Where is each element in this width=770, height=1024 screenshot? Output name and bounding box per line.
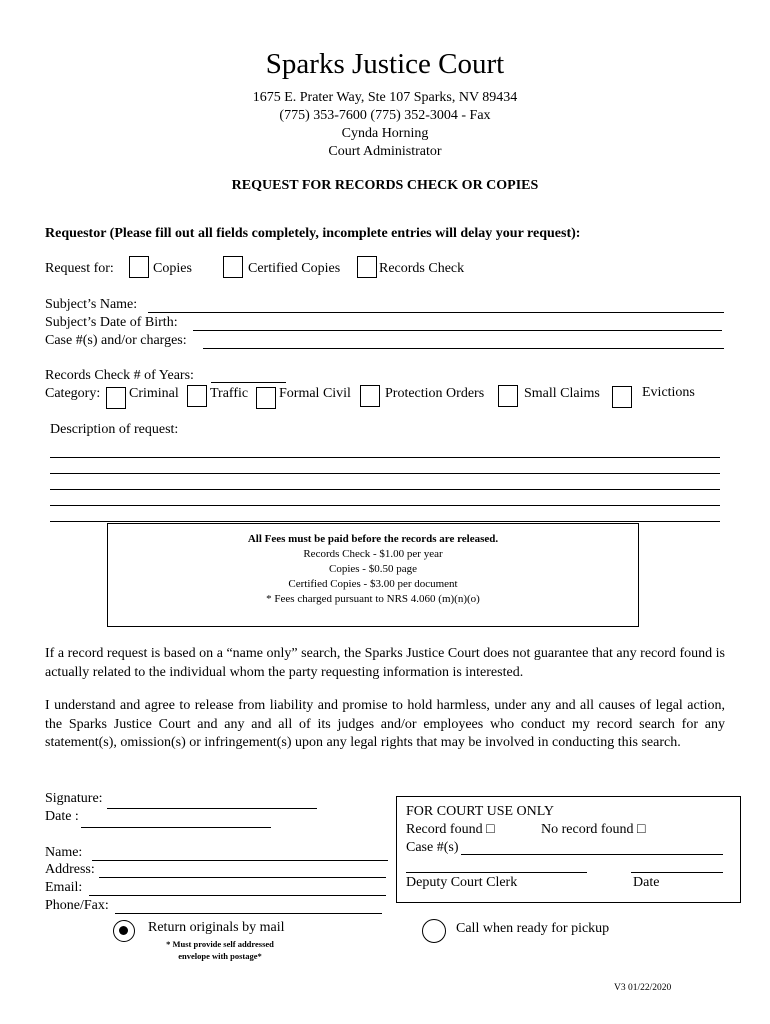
radio-selected-dot bbox=[119, 926, 128, 935]
phone-fax-field[interactable] bbox=[115, 913, 382, 914]
email-label: Email: bbox=[45, 880, 83, 895]
fees-box bbox=[107, 523, 639, 627]
fee-line-statute: * Fees charged pursuant to NRS 4.060 (m)(n)(o) bbox=[266, 593, 480, 605]
criminal-checkbox[interactable] bbox=[106, 387, 126, 409]
subject-dob-field[interactable] bbox=[193, 330, 722, 331]
case-charges-label: Case #(s) and/or charges: bbox=[45, 333, 187, 348]
small-claims-label: Small Claims bbox=[524, 386, 600, 401]
records-check-label: Records Check bbox=[379, 261, 465, 276]
records-years-field[interactable] bbox=[211, 382, 286, 383]
description-line[interactable] bbox=[50, 505, 720, 506]
fee-line-records-check: Records Check - $1.00 per year bbox=[303, 548, 443, 560]
admin-name: Cynda Horning bbox=[341, 126, 429, 141]
protection-orders-checkbox[interactable] bbox=[360, 385, 380, 407]
mail-note-line-1: * Must provide self addressed bbox=[166, 939, 274, 949]
description-line[interactable] bbox=[50, 521, 720, 522]
court-use-box bbox=[396, 796, 741, 903]
case-charges-field[interactable] bbox=[203, 348, 724, 349]
description-line[interactable] bbox=[50, 489, 720, 490]
mail-note-line-2: envelope with postage* bbox=[178, 951, 262, 961]
fee-line-copies: Copies - $0.50 page bbox=[329, 563, 417, 575]
evictions-label: Evictions bbox=[642, 385, 695, 400]
evictions-checkbox[interactable] bbox=[612, 386, 632, 408]
court-use-title: FOR COURT USE ONLY bbox=[406, 804, 555, 819]
criminal-label: Criminal bbox=[129, 386, 179, 401]
protection-orders-label: Protection Orders bbox=[385, 386, 485, 401]
traffic-checkbox[interactable] bbox=[187, 385, 207, 407]
date-field[interactable] bbox=[81, 827, 271, 828]
clerk-label: Deputy Court Clerk bbox=[406, 875, 518, 890]
court-date-label: Date bbox=[633, 875, 660, 890]
copies-label: Copies bbox=[153, 261, 192, 276]
requestor-instructions: Requestor (Please fill out all fields completely, incomplete entries will delay your request): bbox=[45, 226, 581, 241]
subject-name-label: Subject’s Name: bbox=[45, 297, 138, 312]
court-date-field[interactable] bbox=[631, 872, 723, 873]
form-title: REQUEST FOR RECORDS CHECK OR COPIES bbox=[231, 178, 539, 193]
date-label: Date : bbox=[45, 809, 79, 824]
disclaimer-paragraph: If a record request is based on a “name only” search, the Sparks Justice Court does not guarantee that any record found is actually related to the individual whom the party requesting information is interested. bbox=[45, 646, 725, 680]
address-field[interactable] bbox=[99, 877, 386, 878]
court-case-label: Case #(s) bbox=[406, 840, 459, 855]
call-pickup-label: Call when ready for pickup bbox=[456, 921, 610, 936]
call-pickup-radio[interactable] bbox=[422, 919, 446, 943]
name-field[interactable] bbox=[92, 860, 388, 861]
formal-civil-checkbox[interactable] bbox=[256, 387, 276, 409]
court-title: Sparks Justice Court bbox=[265, 48, 505, 80]
formal-civil-label: Formal Civil bbox=[279, 386, 351, 401]
fee-line-certified-copies: Certified Copies - $3.00 per document bbox=[288, 578, 458, 590]
admin-title: Court Administrator bbox=[328, 144, 442, 159]
email-field[interactable] bbox=[89, 895, 386, 896]
request-for-label: Request for: bbox=[45, 261, 114, 276]
fees-heading: All Fees must be paid before the records are released. bbox=[247, 533, 499, 545]
mail-note bbox=[130, 938, 310, 962]
copies-checkbox[interactable] bbox=[129, 256, 149, 278]
records-check-checkbox[interactable] bbox=[357, 256, 377, 278]
address-label: Address: bbox=[45, 862, 95, 877]
court-case-field[interactable] bbox=[461, 854, 723, 855]
certified-copies-checkbox[interactable] bbox=[223, 256, 243, 278]
no-record-found-option[interactable]: No record found □ bbox=[541, 822, 646, 837]
phone-fax-label: Phone/Fax: bbox=[45, 898, 109, 913]
certified-copies-label: Certified Copies bbox=[248, 261, 341, 276]
return-by-mail-label: Return originals by mail bbox=[148, 920, 285, 935]
name-label: Name: bbox=[45, 845, 83, 860]
release-paragraph: I understand and agree to release from liability and promise to hold harmless, under any and all causes of legal action, the Sparks Justice Court and any and all of its judges and/or employees who conduct my record search for any statement(s), omission(s) or infringement(s) upon any legal rights that may be involved in conducting this search. bbox=[45, 698, 725, 750]
signature-label: Signature: bbox=[45, 791, 103, 806]
category-label: Category: bbox=[45, 386, 101, 401]
description-label: Description of request: bbox=[50, 422, 179, 437]
clerk-signature-field[interactable] bbox=[406, 872, 587, 873]
court-phones: (775) 353-7600 (775) 352-3004 - Fax bbox=[279, 108, 491, 123]
traffic-label: Traffic bbox=[210, 386, 249, 401]
description-line[interactable] bbox=[50, 457, 720, 458]
subject-dob-label: Subject’s Date of Birth: bbox=[45, 315, 178, 330]
small-claims-checkbox[interactable] bbox=[498, 385, 518, 407]
signature-field[interactable] bbox=[107, 808, 317, 809]
subject-name-field[interactable] bbox=[148, 312, 724, 313]
records-years-label: Records Check # of Years: bbox=[45, 368, 194, 383]
version-label: V3 01/22/2020 bbox=[614, 983, 672, 993]
record-found-option[interactable]: Record found □ bbox=[406, 822, 495, 837]
description-line[interactable] bbox=[50, 473, 720, 474]
court-address: 1675 E. Prater Way, Ste 107 Sparks, NV 89434 bbox=[252, 90, 518, 105]
